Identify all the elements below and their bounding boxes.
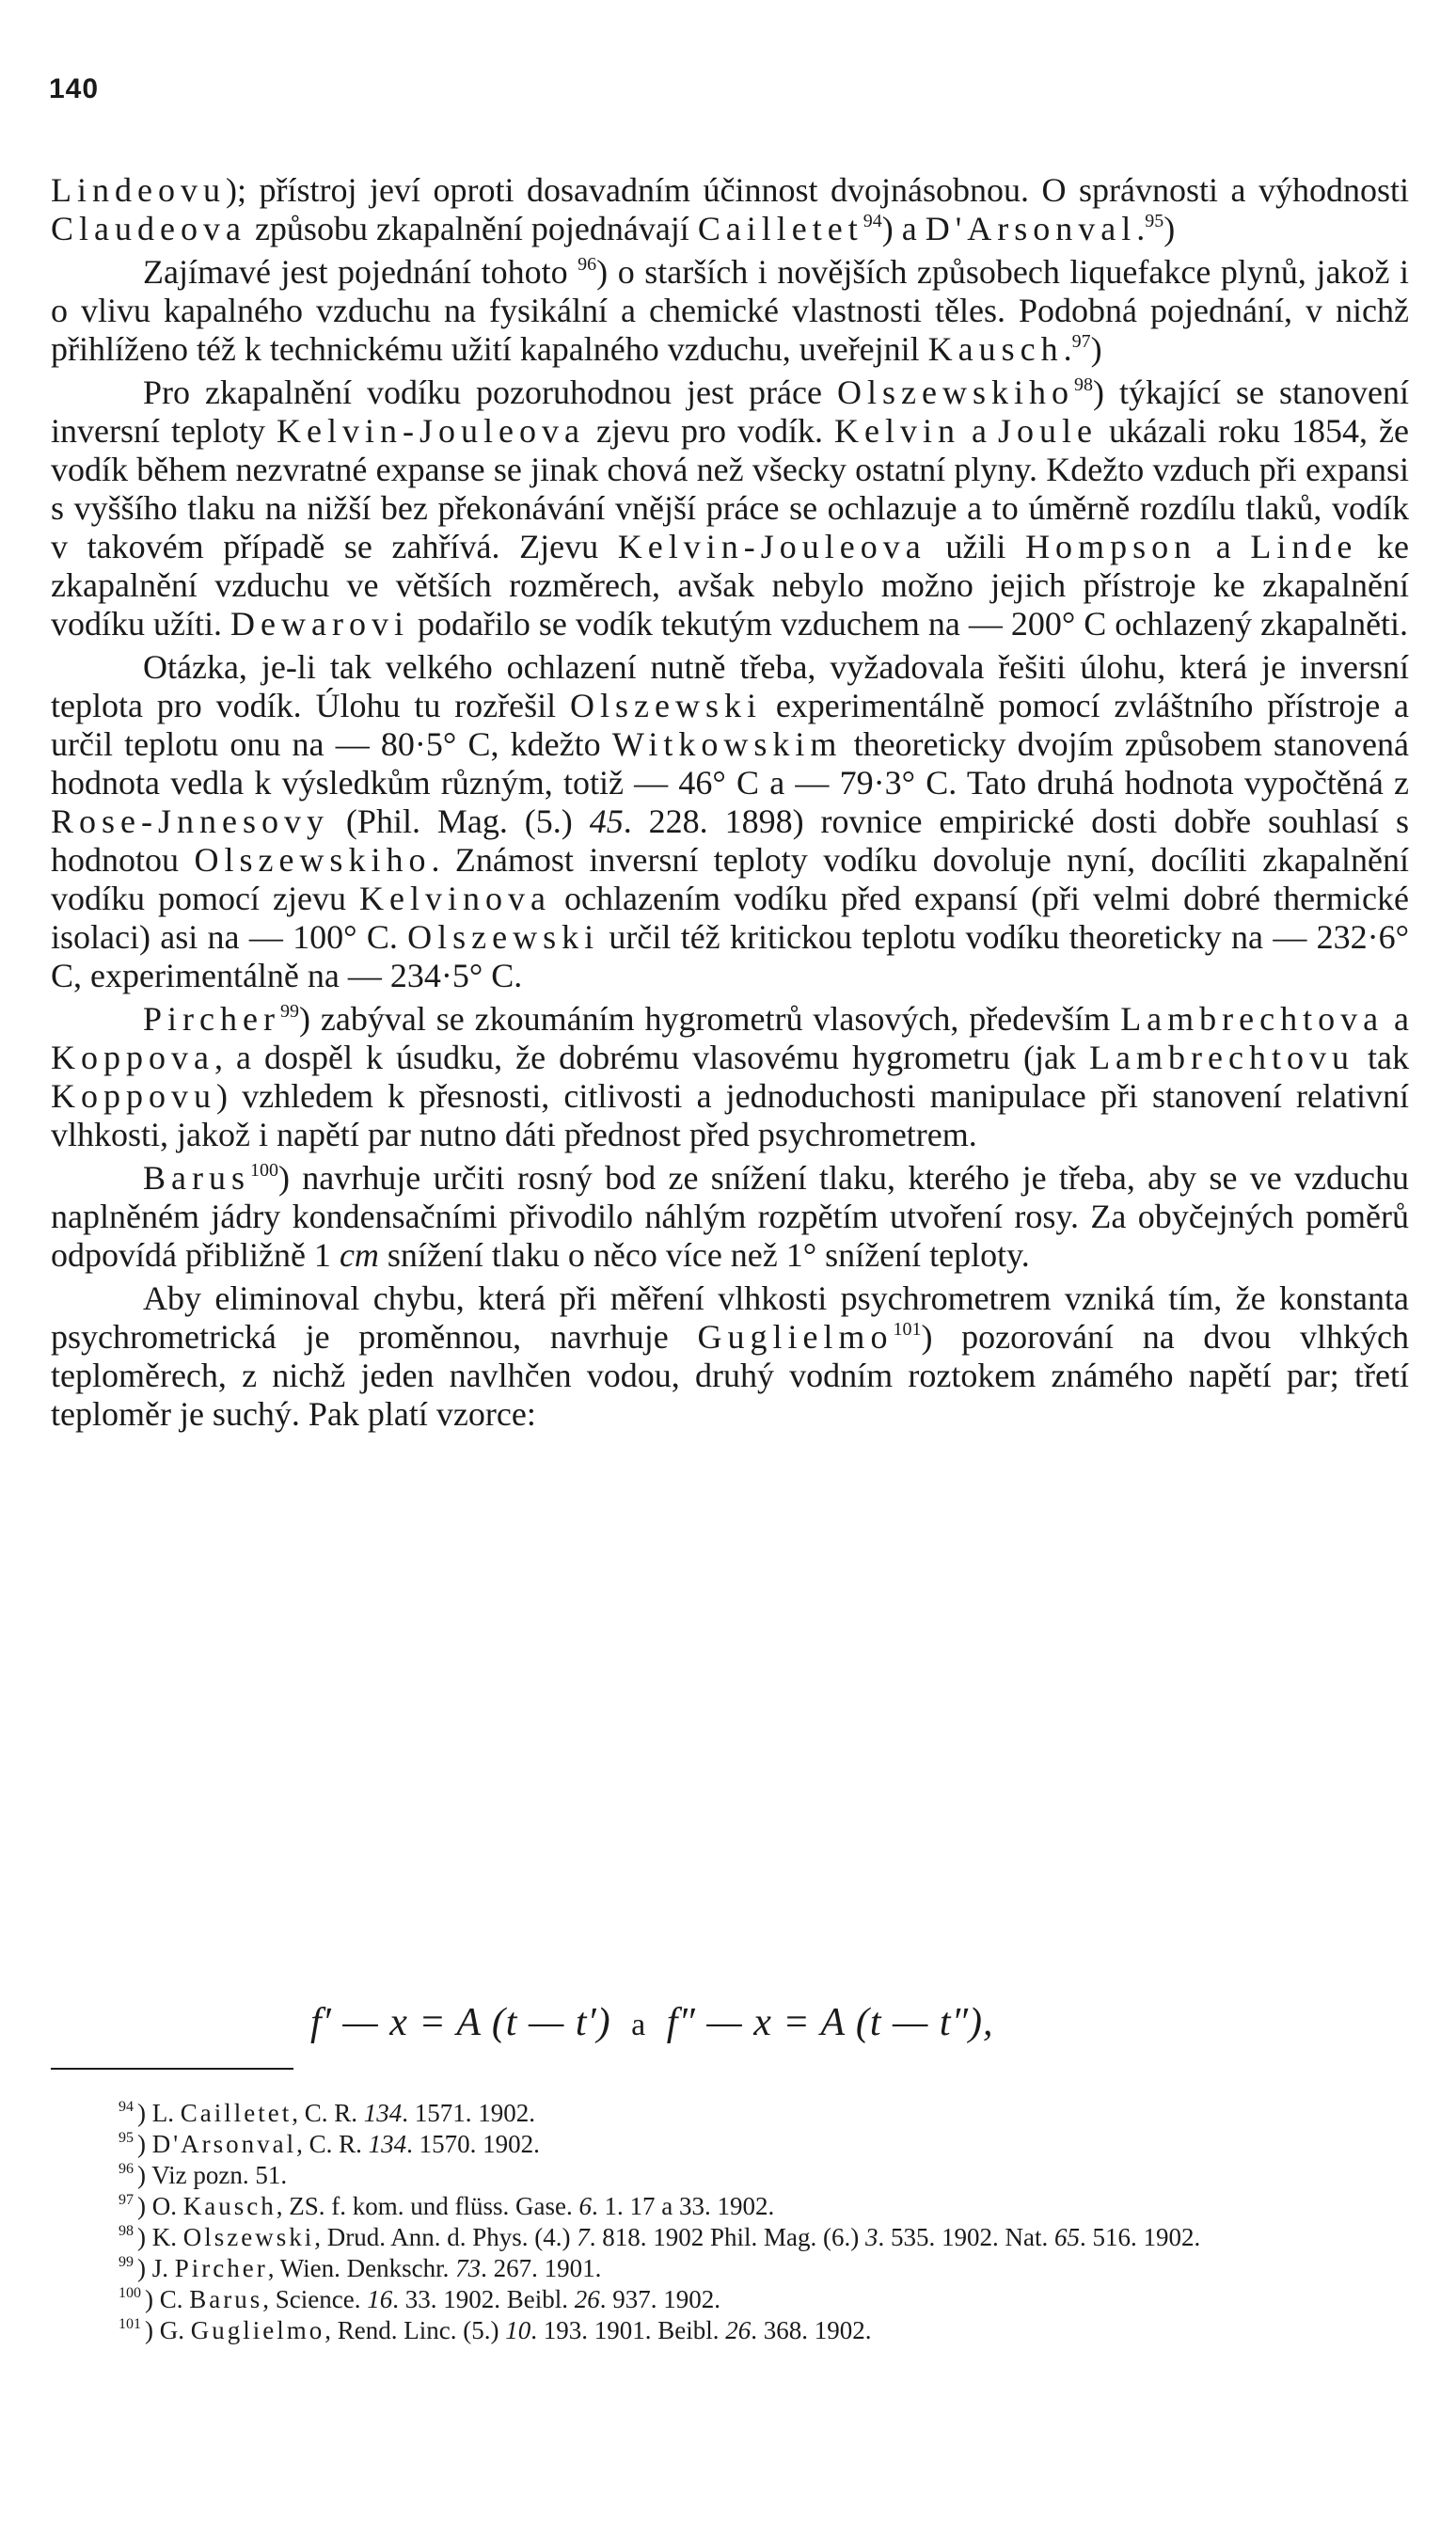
text-run: . Známost inversní teploty vodíku dovoluje nyní, docíliti zkapalnění vodíku pomocí zjevu: [51, 841, 1409, 917]
text-run: . 1570. 1902.: [406, 2130, 540, 2158]
spaced-name: Barus: [143, 1159, 250, 1197]
spaced-name: Olszewskiho: [194, 841, 432, 879]
text-run: . 33. 1902. Beibl.: [392, 2285, 575, 2313]
text-run: K.: [151, 2223, 183, 2251]
spaced-name: Olszewski: [569, 687, 762, 724]
text-run: a: [959, 412, 999, 450]
spaced-name: Lambrechtova: [1120, 1000, 1385, 1038]
text-run: ke zkapalnění vzduchu ve větších rozměrech, avšak nebylo možno jejich přístroje ke zkapalnění vodíku užíti.: [51, 528, 1410, 643]
footnote-paren: ): [137, 2192, 152, 2220]
text-run: snížení tlaku o něco více než 1° snížení teploty.: [378, 1236, 1030, 1274]
text-run: . 1571. 1902.: [402, 2099, 535, 2127]
text-run: ); přístroj jeví oproti dosavadním účinnost dvojnásobnou. O správnosti a výhodnosti: [225, 171, 1409, 209]
spaced-name: Koppovu: [51, 1077, 216, 1115]
spaced-name: Kelvinova: [359, 880, 552, 917]
footnote-paren: ): [137, 2099, 152, 2127]
footnote-paren: ): [137, 2223, 152, 2251]
spaced-name: Pircher: [174, 2254, 268, 2282]
footnote-94: [51, 2098, 1409, 2129]
footnote-96: [51, 2160, 1409, 2191]
footnote-ref: 100: [250, 1160, 278, 1181]
spaced-name: Barus: [189, 2285, 263, 2313]
footnote-paren: ): [137, 2130, 152, 2158]
italic-text: 3: [865, 2223, 878, 2251]
footnote-number: 97: [119, 2192, 134, 2208]
text-run: , C. R.: [296, 2130, 369, 2158]
italic-text: 10: [505, 2316, 531, 2344]
text-run: ) pozorování na dvou vlhkých teploměrech, z nichž jeden navlhčen vodou, druhý vodním roztokem známého napětí par; třetí teploměr je suchý. Pak platí vzorce:: [51, 1318, 1409, 1433]
text-run: , ZS. f. kom. und flüss. Gase.: [276, 2192, 579, 2220]
italic-text: 16: [367, 2285, 393, 2313]
text-run: způsobu zkapalnění pojednávají: [245, 210, 698, 247]
spaced-name: Cailletet: [697, 210, 863, 247]
spaced-name: Kausch: [927, 330, 1064, 368]
text-run: , a dospěl k úsudku, že dobrému vlasovému hygrometru (jak: [214, 1039, 1090, 1076]
paragraph-p4: [51, 648, 1409, 995]
footnote-95: [51, 2129, 1409, 2160]
footnote-101: [51, 2315, 1409, 2346]
spaced-name: D'Arsonval: [925, 210, 1137, 247]
spaced-name: Witkowskim: [611, 725, 843, 763]
text-run: Viz pozn. 51.: [151, 2161, 288, 2189]
italic-text: cm: [339, 1236, 379, 1274]
text-run: . 193. 1901. Beibl.: [530, 2316, 726, 2344]
footnote-ref: 96: [578, 254, 597, 275]
footnote-number: 95: [119, 2130, 134, 2146]
text-run: .: [1063, 330, 1072, 368]
text-run: L.: [151, 2099, 181, 2127]
footnote-number: 100: [119, 2285, 141, 2301]
text-run: ukázali roku 1854, že vodík během nezvratné expanse se jinak chová než všecky ostatní plyny. Kdežto vzduch při expansi s vyššího tlaku na nižší bez překonávání vnější práce se ochlazuje a to úměrně rozdílu tlaků, vodík v takovém případě se zahřívá. Zjevu: [51, 412, 1409, 565]
paragraph-p5: [51, 1000, 1409, 1154]
footnote-number: 99: [119, 2254, 134, 2270]
italic-text: 26: [574, 2285, 600, 2313]
text-run: Pro zkapalnění vodíku pozoruhodnou jest práce: [143, 373, 837, 411]
spaced-name: D'Arsonval: [151, 2130, 297, 2158]
spaced-name: Kausch: [182, 2192, 277, 2220]
text-run: , Science.: [262, 2285, 368, 2313]
footnote-98: [51, 2222, 1409, 2253]
text-run: . 818. 1902 Phil. Mag. (6.): [589, 2223, 865, 2251]
text-run: ochlazením vodíku před expansí (při velmi dobré thermické isolaci) asi na — 100° C.: [51, 880, 1409, 956]
text-run: a: [1196, 528, 1251, 565]
footnote-paren: ): [145, 2316, 160, 2344]
paragraph-p1: [51, 171, 1409, 248]
text-run: ): [1090, 330, 1102, 368]
italic-text: 7: [577, 2223, 590, 2251]
footnote-paren: ): [137, 2161, 152, 2189]
text-run: . 228. 1898) rovnice empirické dosti dobře souhlasí s hodnotou: [51, 802, 1409, 879]
footnote-ref: 94: [863, 211, 882, 231]
spaced-name: Koppova: [51, 1039, 214, 1076]
footnote-number: 96: [119, 2161, 134, 2177]
text-run: určil též kritickou teplotu vodíku theoreticky na — 232·6° C, experimentálně na — 234·5° C.: [51, 918, 1409, 994]
text-run: (Phil. Mag. (5.): [329, 802, 590, 840]
text-run: , Drud. Ann. d. Phys. (4.): [314, 2223, 578, 2251]
text-run: ) zabýval se zkoumáním hygrometrů vlasových, především: [298, 1000, 1121, 1038]
text-run: C.: [159, 2285, 190, 2313]
spaced-name: Lambrechtovu: [1089, 1039, 1354, 1076]
footnotes: [51, 2098, 1409, 2346]
spaced-name: Olszewski: [407, 918, 600, 956]
text-run: ) a: [881, 210, 926, 247]
spaced-name: Lindeovu: [51, 171, 226, 209]
footnote-ref: 98: [1073, 374, 1093, 395]
spaced-name: Guglielmo: [697, 1318, 894, 1356]
text-run: G.: [159, 2316, 191, 2344]
spaced-name: Joule: [998, 412, 1099, 450]
text-run: experimentálně pomocí zvláštního přístroje a určil teplotu onu na — 80·5° C, kdežto: [51, 687, 1409, 763]
text-run: ): [1163, 210, 1176, 247]
text-run: , C. R.: [292, 2099, 364, 2127]
text-run: Otázka, je-li tak velkého ochlazení nutně třeba, vyžadovala řešiti úlohu, která je inversní teplota pro vodík. Úlohu tu rozřešil: [51, 648, 1409, 724]
paragraph-p3: [51, 373, 1409, 643]
text-run: a: [1384, 1000, 1409, 1038]
text-run: Aby eliminoval chybu, která při měření vlhkosti psychrometrem vzniká tím, že konstanta psychrometrická je proměnnou, navrhuje: [51, 1279, 1409, 1356]
spaced-name: Dewarovi: [230, 605, 409, 643]
text-run: . 1. 17 a 33. 1902.: [591, 2192, 775, 2220]
text-run: . 937. 1902.: [599, 2285, 720, 2313]
spaced-name: Kelvin-Jouleova: [277, 412, 585, 450]
text-run: , Rend. Linc. (5.): [324, 2316, 506, 2344]
footnote-ref: 101: [893, 1319, 922, 1340]
italic-text: 134: [363, 2099, 403, 2127]
footnote-number: 101: [119, 2316, 141, 2332]
spaced-name: Kelvin-Jouleova: [617, 528, 926, 565]
text-run: , Wien. Denkschr.: [267, 2254, 456, 2282]
formula-conjunction: a: [631, 2008, 647, 2042]
spaced-name: Hompson: [1025, 528, 1197, 565]
italic-text: 73: [455, 2254, 482, 2282]
body-text: [51, 171, 1409, 1434]
text-run: ) o starších i novějších způsobech liquefakce plynů, jakož i o vlivu kapalného vzduchu na fysikální a chemické vlastnosti těles. Podobná pojednání, v nichž přihlíženo též k technickému užití kapalného vzduchu, uveřejnil: [51, 253, 1409, 368]
text-run: . 368. 1902.: [751, 2316, 872, 2344]
footnote-number: 98: [119, 2223, 134, 2239]
text-run: zjevu pro vodík.: [584, 412, 834, 450]
footnote-ref: 99: [279, 1001, 299, 1022]
text-run: Zajímavé jest pojednání tohoto: [143, 253, 578, 291]
italic-text: 65: [1053, 2223, 1080, 2251]
spaced-name: Cailletet: [180, 2099, 293, 2127]
text-run: J.: [151, 2254, 175, 2282]
paragraph-p6: [51, 1159, 1409, 1275]
spaced-name: Olszewski: [182, 2223, 315, 2251]
footnote-divider: [51, 2068, 293, 2070]
spaced-name: Olszewskiho: [837, 373, 1074, 411]
footnote-97: [51, 2191, 1409, 2222]
text-run: . 535. 1902. Nat.: [878, 2223, 1054, 2251]
page-number: 140: [49, 73, 100, 104]
footnote-99: [51, 2253, 1409, 2284]
footnote-number: 94: [119, 2099, 134, 2115]
text-run: O.: [151, 2192, 183, 2220]
footnote-100: [51, 2284, 1409, 2315]
spaced-name: Kelvin: [834, 412, 960, 450]
text-run: užili: [926, 528, 1026, 565]
spaced-name: Guglielmo: [190, 2316, 325, 2344]
text-run: . 516. 1902.: [1079, 2223, 1201, 2251]
spaced-name: Linde: [1250, 528, 1358, 565]
text-run: ) vzhledem k přesnosti, citlivosti a jednoduchosti manipulace při stanovení relativní vlhkosti, jakož i napětí par nutno dáti přednost před psychrometrem.: [51, 1077, 1409, 1153]
text-run: tak: [1353, 1039, 1409, 1076]
italic-text: 134: [368, 2130, 407, 2158]
text-run: theoreticky dvojím způsobem stanovená hodnota vedla k výsledkům různým, totiž — 46° C a — 79·3° C. Tato druhá hodnota vypočtěná z: [51, 725, 1409, 802]
italic-text: 26: [725, 2316, 752, 2344]
text-run: ) týkající se stanovení inversní teploty: [51, 373, 1409, 450]
formula: [310, 2000, 1157, 2045]
text-run: . 267. 1901.: [481, 2254, 602, 2282]
italic-text: 45: [589, 802, 624, 840]
formula-left: f′ — x = A (t — t′): [310, 2001, 611, 2044]
footnote-ref: 95: [1145, 211, 1164, 231]
footnote-paren: ): [145, 2285, 160, 2313]
text-run: .: [1136, 210, 1146, 247]
italic-text: 6: [578, 2192, 592, 2220]
footnote-paren: ): [137, 2254, 152, 2282]
formula-right: f″ — x = A (t — t″),: [666, 2001, 994, 2044]
spaced-name: Rose-Jnnesovy: [51, 802, 329, 840]
text-run: podařilo se vodík tekutým vzduchem na — 200° C ochlazený zkapalněti.: [408, 605, 1409, 643]
text-run: ) navrhuje určiti rosný bod ze snížení tlaku, kterého je třeba, aby se ve vzduchu naplněném jádry kondensačními přivodilo náhlým rozpětím utvoření rosy. Za obyčejných poměrů odpovídá přibližně 1: [51, 1159, 1409, 1274]
spaced-name: Claudeova: [51, 210, 246, 247]
spaced-name: Pircher: [143, 1000, 280, 1038]
paragraph-p2: [51, 253, 1409, 369]
paragraph-p7: [51, 1279, 1409, 1434]
footnote-ref: 97: [1071, 331, 1091, 352]
